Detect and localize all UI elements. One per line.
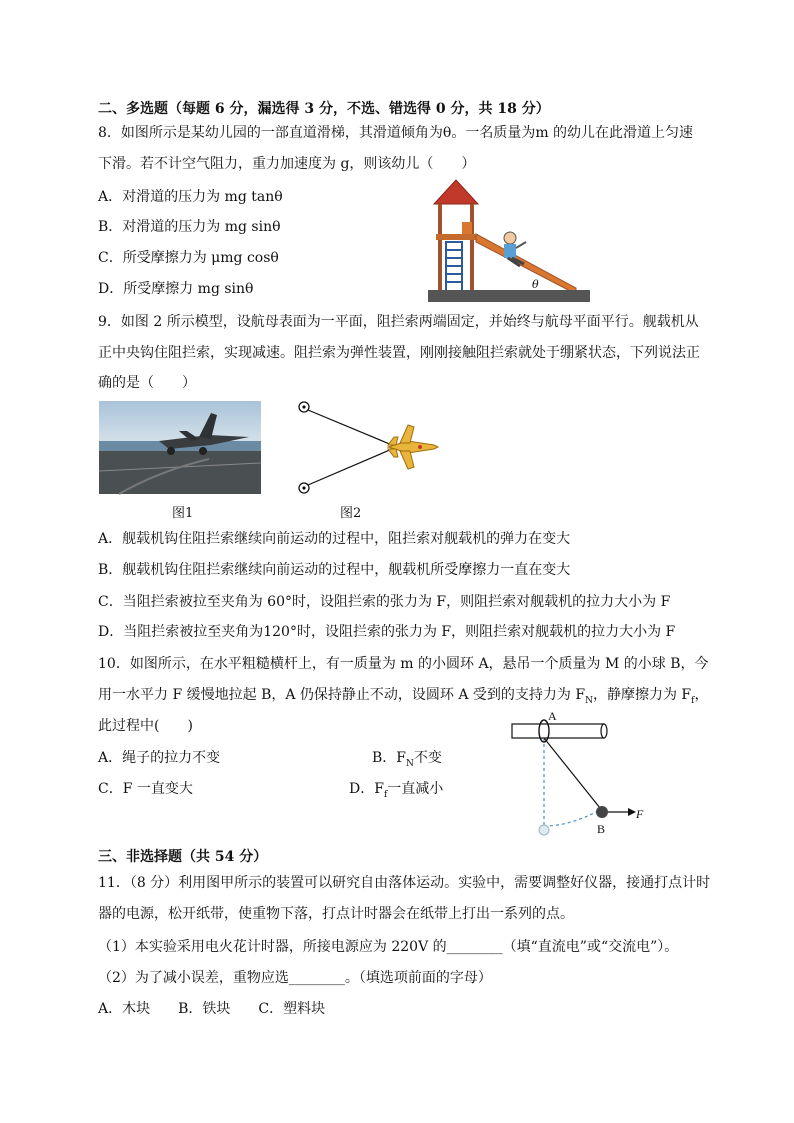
section-2-title: 二、多选题（每题 6 分，漏选得 3 分，不选、错选得 0 分，共 18 分）	[98, 101, 550, 117]
q9-option-b: B．舰载机钩住阻拦索继续向前运动的过程中，舰载机所受摩擦力一直在变大	[98, 562, 571, 578]
q11-options: A．木块 B．铁块 C．塑料块	[98, 1001, 326, 1017]
q9-stem-line1: 9．如图 2 所示模型，设航母表面为一平面，阻拦索两端固定，并始终与航母平面平行。舰载机从	[98, 314, 699, 330]
slide-figure	[428, 178, 590, 304]
svg-text:B: B	[597, 822, 606, 836]
slide-ground	[428, 290, 590, 302]
q10-stem-line1: 10．如图所示，在水平粗糙横杆上，有一质量为 m 的小圆环 A，悬吊一个质量为 M 的小球 B，今	[98, 656, 709, 672]
q8-option-a: A．对滑道的压力为 mg tanθ	[98, 189, 283, 205]
slide-tower-post-right	[470, 204, 474, 294]
q11-subquestion-1: （1）本实验采用电火花计时器，所接电源应为 220V 的________（填“直流电”或“交流电”）。	[98, 939, 679, 955]
q9-option-d: D．当阻拦索被拉至夹角为120°时，设阻拦索的张力为 F，则阻拦索对舰载机的拉力大小为 F	[98, 624, 676, 640]
q8-option-b: B．对滑道的压力为 mg sinθ	[98, 219, 281, 235]
fig1-caption: 图1	[172, 506, 194, 521]
slide-tower-post-left	[438, 204, 442, 294]
q8-stem-line2: 下滑。若不计空气阻力，重力加速度为 g，则该幼儿（ ）	[98, 156, 476, 172]
q8-option-d: D．所受摩擦力 mg sinθ	[98, 281, 254, 297]
section-3-title: 三、非选择题（共 54 分）	[98, 849, 268, 865]
q9-stem-line2: 正中央钩住阻拦索，实现减速。阻拦索为弹性装置，刚刚接触阻拦索就处于绷紧状态，下列说法正	[98, 345, 700, 361]
q9-option-c: C．当阻拦索被拉至夹角为 60°时，设阻拦索的张力为 F，则阻拦索对舰载机的拉力大小为 F	[98, 594, 671, 610]
q10-option-a: A．绳子的拉力不变	[98, 750, 221, 766]
q10-option-b: B．$F_N$不变	[372, 750, 442, 769]
fig2-caption: 图2	[340, 506, 362, 521]
ball-b	[596, 806, 608, 818]
q10-option-d: D．$F_f$一直减小	[349, 781, 444, 800]
q9-option-a: A．舰载机钩住阻拦索继续向前运动的过程中，阻拦索对舰载机的弹力在变大	[98, 531, 571, 547]
q11-stem-line1: 11．（8 分）利用图甲所示的装置可以研究自由落体运动。实验中，需要调整好仪器，接通打点计时	[98, 875, 711, 891]
q8-stem-line1: 8．如图所示是某幼儿园的一部直道滑梯，其滑道倾角为θ。一名质量为m 的幼儿在此滑道上匀速	[98, 125, 694, 141]
svg-text:A: A	[548, 709, 557, 723]
q10-option-c: C．F 一直变大	[98, 781, 193, 797]
slide-angle-label: θ	[532, 278, 539, 291]
slide-platform	[436, 234, 478, 240]
arrestor-diagram	[296, 399, 446, 497]
q11-subquestion-2: （2）为了减小误差，重物应选________。（填选项前面的字母）	[98, 970, 492, 986]
slide-roof	[434, 180, 478, 204]
rope	[544, 738, 600, 808]
q10-stem-line3: 此过程中( )	[98, 718, 193, 734]
horizontal-rod	[512, 724, 604, 738]
svg-text:F: F	[636, 807, 644, 821]
q8-option-c: C．所受摩擦力为 μmg cosθ	[98, 250, 279, 266]
q9-stem-line3: 确的是（ ）	[98, 375, 196, 391]
carrier-photo	[99, 401, 261, 494]
ring-ball-figure	[508, 708, 648, 844]
jet-icon	[388, 425, 438, 469]
q11-stem-line2: 器的电源，松开纸带，使重物下落，打点计时器会在纸带上打出一系列的点。	[98, 906, 574, 922]
q10-stem-line2: 用一水平力 F 缓慢地拉起 B，A 仍保持静止不动，设圆环 A 受到的支持力为 $F_N$，静摩擦力为 $F_f$，	[98, 687, 709, 706]
